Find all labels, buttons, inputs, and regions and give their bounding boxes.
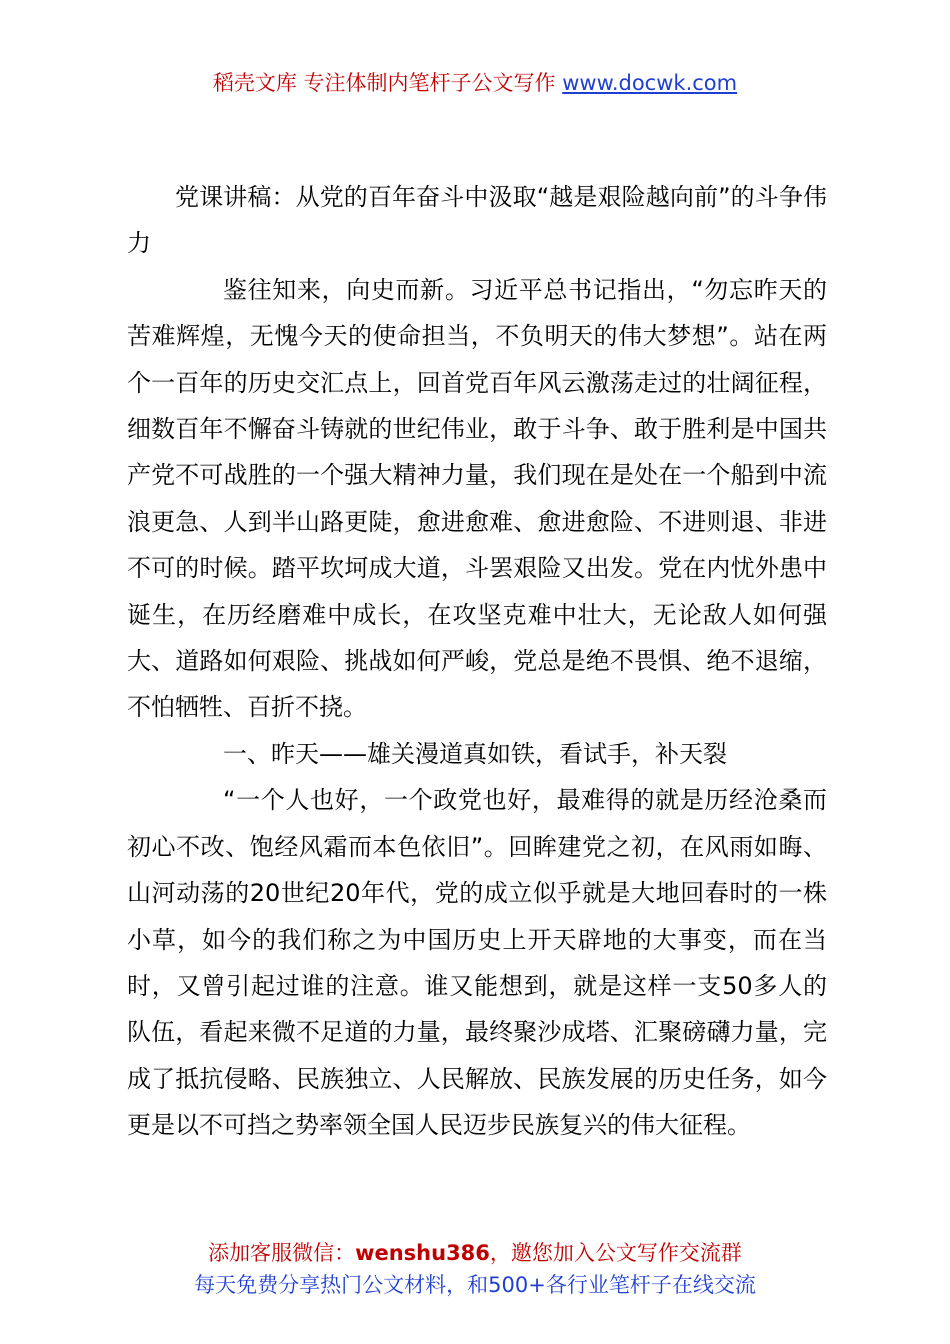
header-url-link[interactable]: www.docwk.com (562, 71, 738, 95)
document-title: 党课讲稿：从党的百年奋斗中汲取“越是艰险越向前”的斗争伟力 (127, 183, 827, 258)
header-brand-text: 稻壳文库 专注体制内笔杆子公文写作 (212, 71, 563, 95)
watermark-header (0, 68, 950, 98)
footer-line-1 (0, 1237, 950, 1269)
footer-wechat-id: wenshu386 (355, 1241, 490, 1265)
document-body (127, 174, 827, 1149)
footer-wechat-suffix: ，邀您加入公文写作交流群 (489, 1241, 742, 1265)
footer-line-2: 每天免费分享热门公文材料，和500+各行业笔杆子在线交流 (194, 1273, 756, 1297)
section-heading-1: 一、昨天——雄关漫道真如铁，看试手，补天裂 (223, 739, 727, 768)
watermark-footer (0, 1237, 950, 1301)
footer-wechat-prefix: 添加客服微信： (208, 1241, 356, 1265)
paragraph-intro: 鉴往知来，向史而新。习近平总书记指出，“勿忘昨天的苦难辉煌，无愧今天的使命担当，不负明天的伟大梦想”。站在两个一百年的历史交汇点上，回首党百年风云激荡走过的壮阔征程，细数百年不懈奋斗铸就的世纪伟业，敢于斗争、敢于胜利是中国共产党不可战胜的一个强大精神力量，我们现在是处在一个船到中流浪更急、人到半山路更陡，愈进愈难、愈进愈险、不进则退、非进不可的时候。踏平坎坷成大道，斗罢艰险又出发。党在内忧外患中诞生，在历经磨难中成长，在攻坚克难中壮大，无论敌人如何强大、道路如何艰险、挑战如何严峻，党总是绝不畏惧、绝不退缩，不怕牺牲、百折不挠。 (127, 275, 827, 722)
paragraph-section-1: “一个人也好，一个政党也好，最难得的就是历经沧桑而初心不改、饱经风霜而本色依旧”。回眸建党之初，在风雨如晦、山河动荡的20世纪20年代，党的成立似乎就是大地回春时的一株小草，如今的我们称之为中国历史上开天辟地的大事变，而在当时，又曾引起过谁的注意。谁又能想到，就是这样一支50多人的队伍，看起来微不足道的力量，最终聚沙成塔、汇聚磅礴力量，完成了抵抗侵略、民族独立、人民解放、民族发展的历史任务，如今更是以不可挡之势率领全国人民迈步民族复兴的伟大征程。 (127, 786, 827, 1140)
